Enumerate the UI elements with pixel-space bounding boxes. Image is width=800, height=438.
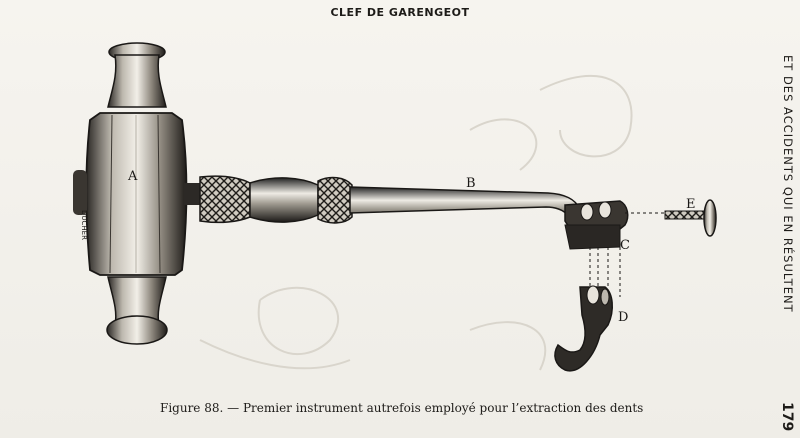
label-e: E (686, 197, 696, 212)
page-number: 179 (779, 402, 795, 432)
label-d: D (618, 310, 629, 325)
label-c: C (620, 238, 630, 253)
screw-e (625, 200, 716, 236)
handle-body-a (73, 113, 187, 275)
claw-head (565, 201, 628, 249)
handle-top-knob (108, 43, 166, 107)
knurled-grip (184, 176, 352, 223)
maker-mark: DUCHER (80, 210, 88, 240)
label-a: A (128, 169, 138, 184)
figure-caption: Figure 88. — Premier instrument autrefois employé pour l’extraction des dents (160, 401, 644, 415)
running-title: ET DES ACCIDENTS QUI EN RÉSULTENT (781, 55, 795, 313)
page-header: CLEF DE GARENGEOT (330, 6, 470, 19)
shaft-b (350, 187, 585, 225)
label-b: B (466, 176, 476, 191)
hook-cd (555, 286, 612, 371)
handle-bottom-knob (107, 277, 167, 344)
garengeot-key-illustration (60, 25, 740, 385)
